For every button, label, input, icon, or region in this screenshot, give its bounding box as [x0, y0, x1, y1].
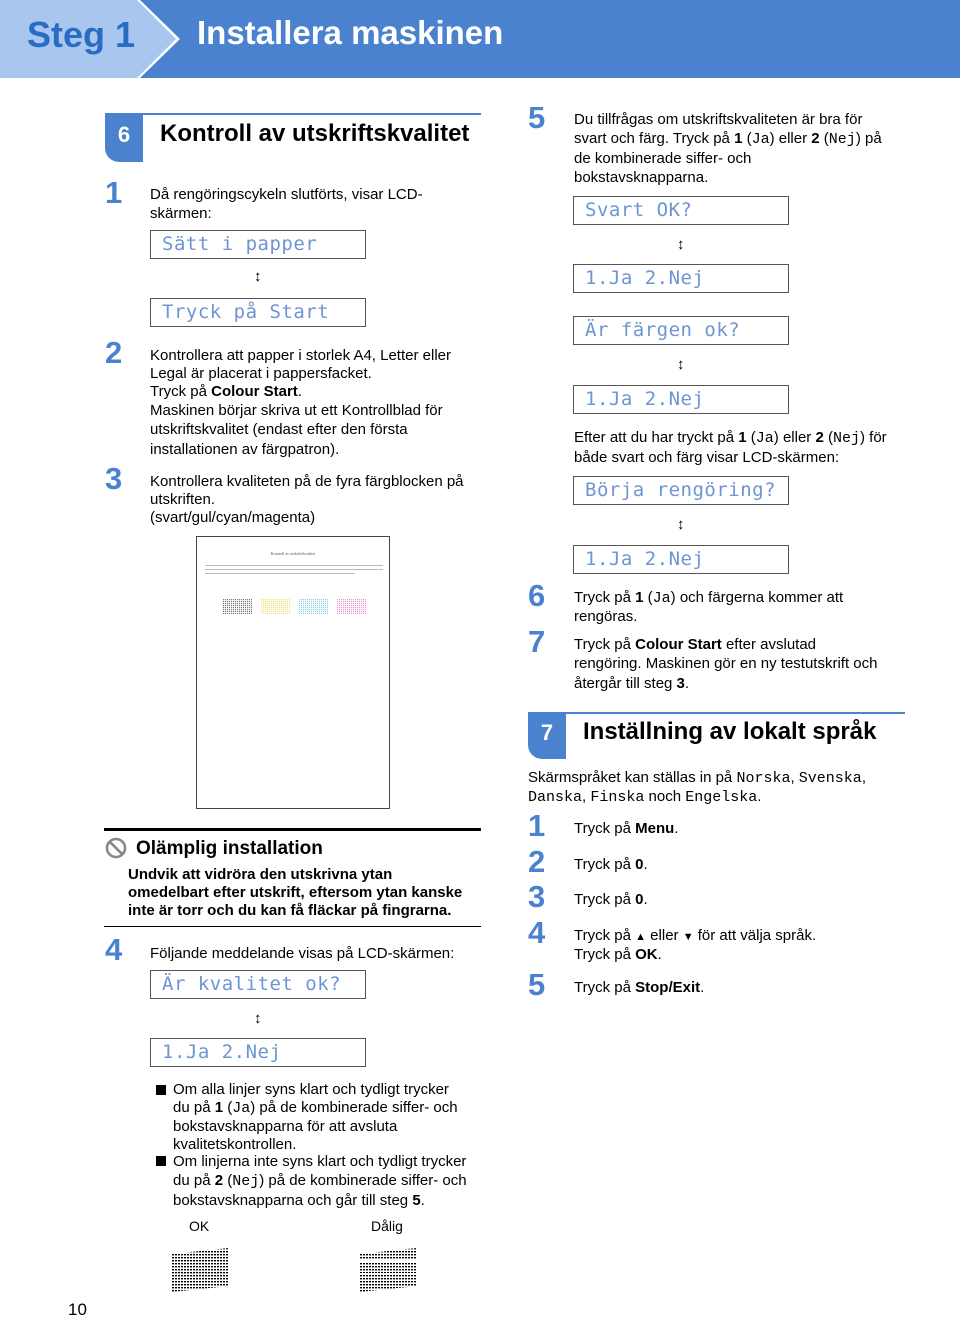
magenta-block [337, 599, 367, 614]
lcd-yes-no: 1.Ja 2.Nej [150, 1038, 366, 1067]
step-3-line-3: (svart/gul/cyan/magenta) [150, 509, 316, 526]
lcd-yes-no: 1.Ja 2.Nej [573, 385, 789, 414]
step-1-text-b: skärmen: [150, 205, 212, 222]
section-6-number: 6 [105, 115, 143, 162]
right-step-6-line-2: rengöras. [574, 608, 638, 625]
right-step-6-line-1: Tryck på 1 (Ja) och färgerna kommer att [574, 589, 844, 607]
bad-label: Dålig [371, 1218, 403, 1234]
step-2-line-3: Tryck på Colour Start. [150, 383, 302, 400]
bullet-2-text: Om linjerna inte syns klart och tydligt trycker du på 2 (Nej) på de kombinerade siffer- och bokstavsknapparna och går till steg 5. [173, 1153, 467, 1209]
right-step-7-number: 7 [528, 624, 546, 659]
up-arrow-icon: ▲ [635, 931, 647, 943]
black-block [223, 599, 253, 614]
page-title: Installera maskinen [197, 14, 504, 51]
lang-step-4-line-1: Tryck på ▲ eller ▼ för att välja språk. [574, 927, 817, 944]
page-header [0, 0, 960, 78]
prohibited-icon [105, 837, 127, 859]
lcd-press-start: Tryck på Start [150, 298, 366, 327]
lang-step-2-number: 2 [528, 844, 546, 879]
step-4-text: Följande meddelande visas på LCD-skärmen: [150, 945, 455, 962]
step-1-number: 1 [105, 175, 123, 210]
right-step-7-line-3: återgår till steg 3. [574, 675, 690, 692]
step-2-line-4: Maskinen börjar skriva ut ett Kontrollblad för [150, 402, 443, 419]
section-7-number: 7 [528, 714, 566, 759]
right-step-5-line-3: de kombinerade siffer- och [574, 150, 752, 167]
lcd-yes-no: 1.Ja 2.Nej [573, 545, 789, 574]
lang-step-4-line-2: Tryck på OK. [574, 946, 662, 963]
step-4-number: 4 [105, 932, 123, 967]
step-label: Steg 1 [27, 14, 136, 55]
sheet-text-line [205, 569, 383, 570]
step-1-text-a: Då rengöringscykeln slutförts, visar LCD- [150, 186, 423, 203]
section-7-title: Inställning av lokalt språk [583, 718, 877, 745]
lcd-insert-paper: Sätt i papper [150, 230, 366, 259]
lcd-color-ok: Är färgen ok? [573, 316, 789, 345]
right-after-line-1: Efter att du har tryckt på 1 (Ja) eller 2 (Nej) för [574, 429, 887, 447]
step-2-line-2: Legal är placerat i pappersfacket. [150, 365, 372, 382]
step-3-line-1: Kontrollera kvaliteten på de fyra färgblocken på [150, 473, 464, 490]
ok-pattern-image [169, 1248, 231, 1292]
step-3-line-2: utskriften. [150, 491, 216, 508]
lang-step-1-text: Tryck på Menu. [574, 820, 679, 837]
bad-pattern-image [357, 1248, 419, 1292]
lang-step-2-text: Tryck på 0. [574, 856, 648, 873]
right-step-6-number: 6 [528, 578, 546, 613]
bullet-square [156, 1156, 166, 1166]
section-7-intro-line-2: Danska, Finska noch Engelska. [528, 788, 762, 806]
step-2-line-5: utskriftskvalitet (endast efter den första [150, 421, 408, 438]
toggle-arrow-icon: ↕ [254, 268, 262, 285]
step-2-line-1: Kontrollera att papper i storlek A4, Letter eller [150, 347, 451, 364]
lcd-quality-ok: Är kvalitet ok? [150, 970, 366, 999]
step-2-line-6: installationen av färgpatron). [150, 441, 340, 458]
lcd-start-cleaning: Börja rengöring? [573, 476, 789, 505]
right-step-5-number: 5 [528, 100, 546, 135]
sheet-text-line [205, 573, 355, 574]
caution-title: Olämplig installation [136, 838, 323, 859]
bullet-square [156, 1085, 166, 1095]
right-after-line-2: både svart och färg visar LCD-skärmen: [574, 449, 840, 466]
step-3-number: 3 [105, 461, 123, 496]
sheet-text-line [205, 565, 383, 566]
cyan-block [299, 599, 329, 614]
right-step-5-line-1: Du tillfrågas om utskriftskvaliteten är bra för [574, 111, 863, 128]
caution-text: Undvik att vidröra den utskrivna ytan omedelbart efter utskrift, eftersom ytan kanske inte är torr och du kan få fläckar på fingrarna. [128, 866, 463, 919]
down-arrow-icon: ▼ [682, 931, 694, 943]
lang-step-3-text: Tryck på 0. [574, 891, 648, 908]
lang-step-3-number: 3 [528, 879, 546, 914]
lang-step-4-number: 4 [528, 915, 546, 950]
section-6-title: Kontroll av utskriftskvalitet [160, 120, 470, 147]
caution-top-rule [104, 828, 481, 831]
right-step-7-line-1: Tryck på Colour Start efter avslutad [574, 636, 817, 653]
lcd-yes-no: 1.Ja 2.Nej [573, 264, 789, 293]
step-2-number: 2 [105, 335, 123, 370]
yellow-block [261, 599, 291, 614]
sheet-title: Kontroll av utskriftskvalitet [270, 551, 316, 556]
section-6-rule [105, 113, 481, 115]
toggle-arrow-icon: ↕ [677, 356, 685, 373]
section-7-intro-line-1: Skärmspråket kan ställas in på Norska, Svenska, [528, 769, 866, 787]
ok-label: OK [189, 1218, 210, 1234]
lang-step-5-text: Tryck på Stop/Exit. [574, 979, 705, 996]
right-step-7-line-2: rengöring. Maskinen gör en ny testutskrift och [574, 655, 878, 672]
caution-bottom-rule [104, 926, 481, 927]
lang-step-5-number: 5 [528, 967, 546, 1002]
right-step-5-line-2: svart och färg. Tryck på 1 (Ja) eller 2 (Nej) på [574, 130, 882, 148]
section-7-rule [528, 712, 905, 714]
toggle-arrow-icon: ↕ [677, 516, 685, 533]
right-step-5-line-4: bokstavsknapparna. [574, 169, 709, 186]
quality-check-sheet-image [196, 536, 390, 809]
bullet-1-text: Om alla linjer syns klart och tydligt trycker du på 1 (Ja) på de kombinerade siffer- och bokstavsknapparna för att avsluta kvalitetskontrollen. [173, 1081, 458, 1153]
lang-step-1-number: 1 [528, 808, 546, 843]
lcd-black-ok: Svart OK? [573, 196, 789, 225]
page-number: 10 [68, 1300, 87, 1317]
toggle-arrow-icon: ↕ [677, 236, 685, 253]
toggle-arrow-icon: ↕ [254, 1010, 262, 1027]
